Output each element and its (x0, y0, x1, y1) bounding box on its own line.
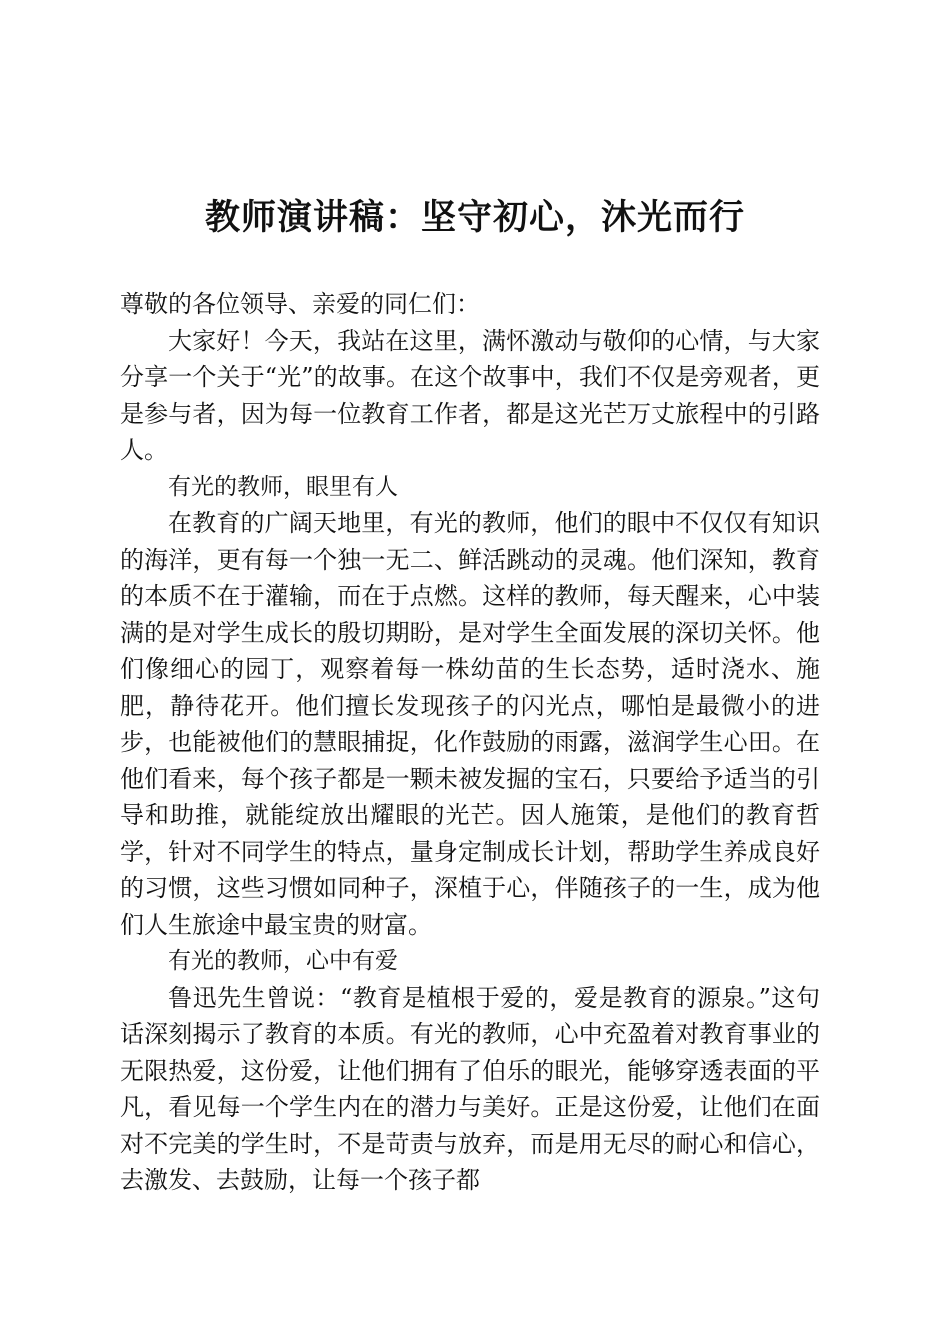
document-title: 教师演讲稿：坚守初心，沐光而行 (204, 197, 745, 238)
intro-paragraph: 大家好！今天，我站在这里，满怀激动与敬仰的心情，与大家分享一个关于“光”的故事。在这个故事中，我们不仅是旁观者，更是参与者，因为每一位教育工作者，都是这光芒万丈旅程中的引路人。 (120, 326, 820, 464)
section-paragraph-2: 鲁迅先生曾说：“教育是植根于爱的，爱是教育的源泉。”这句话深刻揭示了教育的本质。有光的教师，心中充盈着对教育事业的无限热爱，这份爱，让他们拥有了伯乐的眼光，能够穿透表面的平凡，看见每一个学生内在的潜力与美好。正是这份爱，让他们在面对不完美的学生时，不是苛责与放弃，而是用无尽的耐心和信心，去激发、去鼓励，让每一个孩子都 (120, 983, 820, 1194)
section-heading-2: 有光的教师，心中有爱 (168, 948, 398, 974)
section-paragraph-1: 在教育的广阔天地里，有光的教师，他们的眼中不仅仅有知识的海洋，更有每一个独一无二、鲜活跳动的灵魂。他们深知，教育的本质不在于灌输，而在于点燃。这样的教师，每天醒来，心中装满的是对学生成长的殷切期盼，是对学生全面发展的深切关怀。他们像细心的园丁，观察着每一株幼苗的生长态势，适时浇水、施肥，静待花开。他们擅长发现孩子的闪光点，哪怕是最微小的进步，也能被他们的慧眼捕捉，化作鼓励的雨露，滋润学生心田。在他们看来，每个孩子都是一颗未被发掘的宝石，只要给予适当的引导和助推，就能绽放出耀眼的光芒。因人施策，是他们的教育哲学，针对不同学生的特点，量身定制成长计划，帮助学生养成良好的习惯，这些习惯如同种子，深植于心，伴随孩子的一生，成为他们人生旅途中最宝贵的财富。 (120, 509, 820, 939)
section-heading-1: 有光的教师，眼里有人 (168, 473, 398, 500)
salutation: 尊敬的各位领导、亲爱的同仁们： (120, 290, 480, 318)
document-body (120, 286, 820, 1199)
